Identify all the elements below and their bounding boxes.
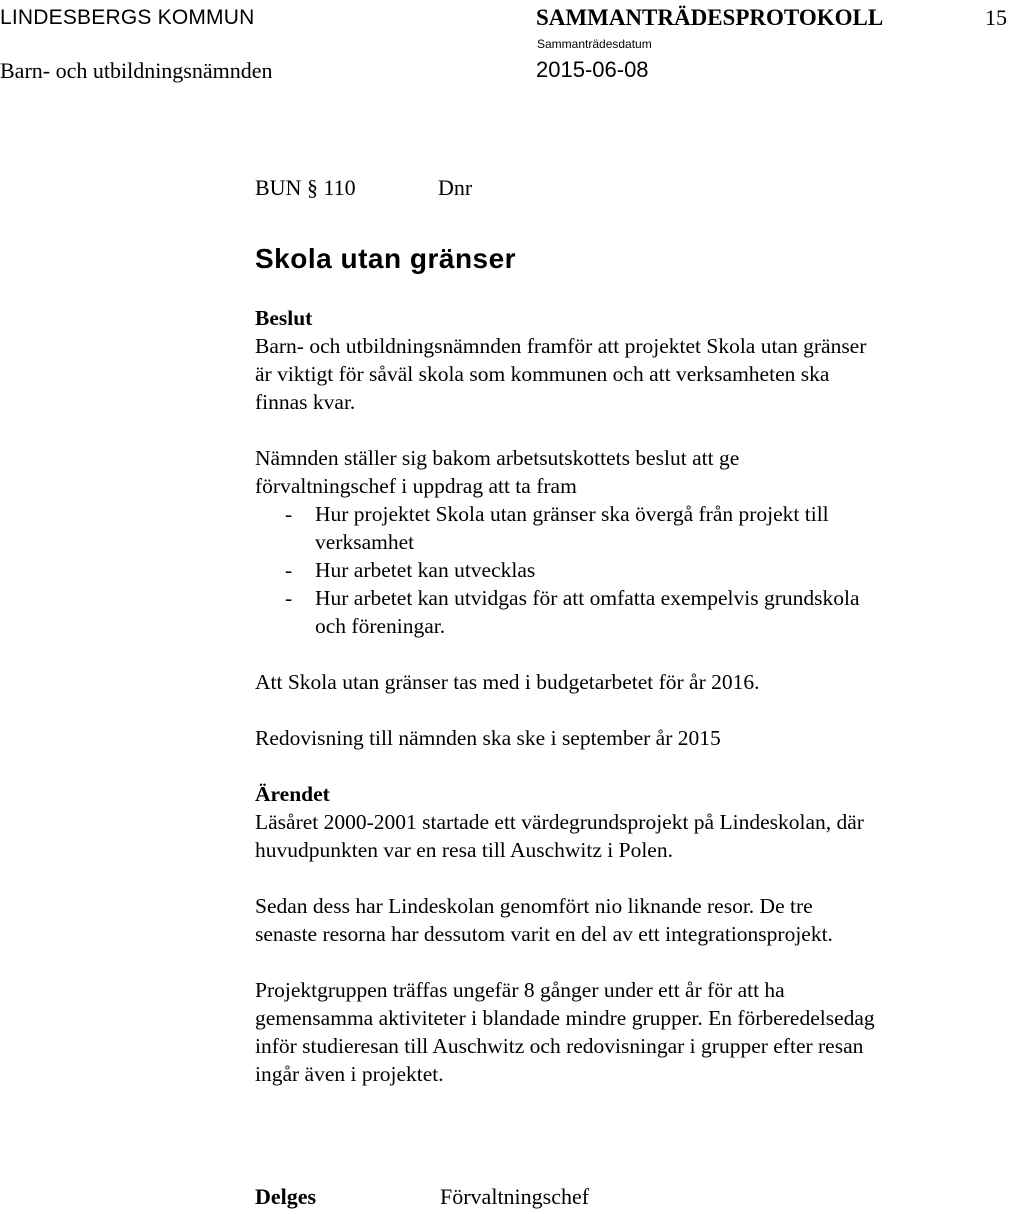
text-line: senaste resorna har dessutom varit en del av ett integrationsprojekt. (255, 922, 833, 946)
text-line: Sedan dess har Lindeskolan genomfört nio liknande resor. De tre (255, 894, 813, 918)
text-line: ingår även i projektet. (255, 1062, 444, 1086)
text-line: och föreningar. (315, 614, 446, 638)
beslut-paragraph-3: Att Skola utan gränser tas med i budgetarbetet för år 2016. (255, 670, 760, 694)
document-type: SAMMANTRÄDESPROTOKOLL (536, 5, 884, 30)
page-title: Skola utan gränser (255, 243, 517, 274)
meeting-date: 2015-06-08 (536, 57, 649, 82)
text-line: huvudpunkten var en resa till Auschwitz i Polen. (255, 838, 673, 862)
arendet-paragraph-2 (255, 892, 1024, 948)
list-item (285, 500, 1024, 556)
department-name: Barn- och utbildningsnämnden (0, 58, 273, 83)
assignment-list (255, 500, 1024, 640)
beslut-paragraph-2 (255, 444, 1024, 500)
text-line: verksamhet (315, 530, 415, 554)
text-line: inför studieresan till Auschwitz och redovisningar i grupper efter resan (255, 1034, 864, 1058)
arendet-paragraph-3 (255, 976, 1024, 1088)
text-line: Hur arbetet kan utvidgas för att omfatta exempelvis grundskola (315, 586, 860, 610)
delges-recipient: Förvaltningschef (440, 1184, 590, 1209)
text-line: Läsåret 2000-2001 startade ett värdegrundsprojekt på Lindeskolan, där (255, 810, 864, 834)
arendet-heading: Ärendet (255, 782, 330, 806)
text-line: gemensamma aktiviteter i blandade mindre grupper. En förberedelsedag (255, 1006, 875, 1030)
text-line: finnas kvar. (255, 390, 356, 414)
beslut-heading: Beslut (255, 306, 313, 330)
text-line: Barn- och utbildningsnämnden framför att projektet Skola utan gränser (255, 334, 867, 358)
date-label: Sammanträdesdatum (537, 37, 652, 51)
list-item (285, 584, 1024, 640)
section-reference: BUN § 110 (255, 175, 356, 200)
list-item (285, 556, 1024, 584)
text-line: Projektgruppen träffas ungefär 8 gånger under ett år för att ha (255, 978, 785, 1002)
page-number: 15 (985, 5, 1007, 30)
beslut-paragraph-4: Redovisning till nämnden ska ske i september år 2015 (255, 726, 721, 750)
list-marker: - (285, 586, 293, 610)
text-line: Hur arbetet kan utvecklas (315, 558, 536, 582)
delges-label: Delges (255, 1184, 317, 1209)
text-line: förvaltningschef i uppdrag att ta fram (255, 474, 577, 498)
beslut-paragraph-1 (255, 332, 1024, 416)
text-line: Hur projektet Skola utan gränser ska övergå från projekt till (315, 502, 829, 526)
list-marker: - (285, 502, 293, 526)
list-marker: - (285, 558, 293, 582)
text-line: Nämnden ställer sig bakom arbetsutskottets beslut att ge (255, 446, 740, 470)
text-line: är viktigt för såväl skola som kommunen och att verksamheten ska (255, 362, 830, 386)
dnr-label: Dnr (438, 175, 473, 200)
protocol-body (255, 304, 1024, 1088)
organization-name: LINDESBERGS KOMMUN (0, 6, 255, 29)
arendet-paragraph-1 (255, 808, 1024, 864)
